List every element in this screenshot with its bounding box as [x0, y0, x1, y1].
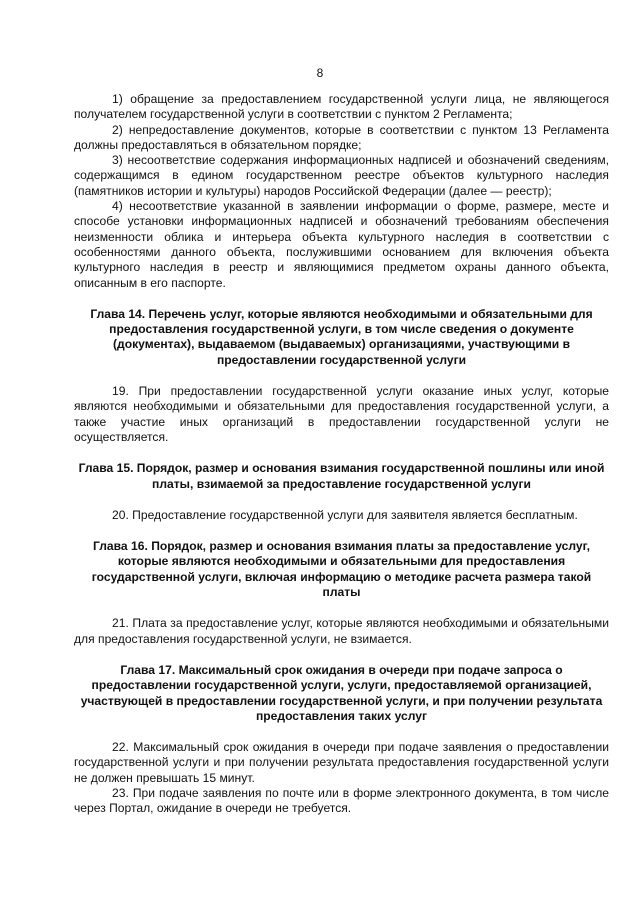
paragraph-22: 22. Максимальный срок ожидания в очереди при подаче заявления о предоставлении государственной услуги и при получении результата предоставления государственной услуги не должен превышать 15 минут.: [74, 740, 609, 785]
paragraph-23: 23. При подаче заявления по почте или в форме электронного документа, в том числе через Портал, ожидание в очереди не требуется.: [74, 785, 609, 816]
document-body: [74, 92, 609, 817]
paragraph-19: 19. При предоставлении государственной услуги оказание иных услуг, которые являются необходимыми и обязательными для предоставления государственной услуги, а также участие иных организаций в предоставлении государственной услуги не осуществляется.: [74, 384, 609, 444]
paragraph-20: 20. Предоставление государственной услуги для заявителя является бесплатным.: [112, 507, 578, 522]
chapter-15-heading: Глава 15. Порядок, размер и основания взимания государственной пошлины или иной платы, взимаемой за предоставление государственной услуги: [78, 461, 605, 491]
page-number: 8: [316, 66, 324, 80]
chapter-16-heading: Глава 16. Порядок, размер и основания взимания платы за предоставление услуг, которые являются необходимыми и обязательными для предоставления государственной услуги, включая информацию о методике расчета размера такой платы: [91, 539, 592, 600]
list-item-1: 1) обращение за предоставлением государственной услуги лица, не являющегося получателем государственной услуги в соответствии с пунктом 2 Регламента;: [74, 92, 609, 122]
paragraph-21: 21. Плата за предоставление услуг, которые являются необходимыми и обязательными для предоставления государственной услуги, не взимается.: [74, 616, 609, 646]
list-item-3: 3) несоответствие содержания информационных надписей и обозначений сведениям, содержащимся в едином государственном реестре объектов культурного наследия (памятников истории и культуры) народов Российской Федерации (далее — реестр);: [74, 153, 609, 198]
chapter-14-heading: Глава 14. Перечень услуг, которые являются необходимыми и обязательными для предоставления государственной услуги, в том числе сведения о документе (документах), выдаваемом (выдаваемых) организациями, участвующими в предоставлении государственной услуги: [90, 306, 593, 367]
chapter-17-heading: Глава 17. Максимальный срок ожидания в очереди при подаче запроса о предоставлении государственной услуги, услуги, предоставляемой организацией, участвующей в предоставлении государственной услуги, и при получении результата предоставления таких услуг: [80, 662, 603, 723]
list-item-2: 2) непредоставление документов, которые в соответствии с пунктом 13 Регламента должны предоставляться в обязательном порядке;: [74, 122, 609, 152]
list-item-4: 4) несоответствие указанной в заявлении информации о форме, размере, месте и способе установки информационных надписей и обозначений требованиям обеспечения неизменности облика и интерьера объекта культурного наследия в соответствии с особенностями данного объекта, послужившими основанием для включения объекта культурного наследия в реестр и являющимися предметом охраны данного объекта, описанным в его паспорте.: [74, 199, 609, 290]
